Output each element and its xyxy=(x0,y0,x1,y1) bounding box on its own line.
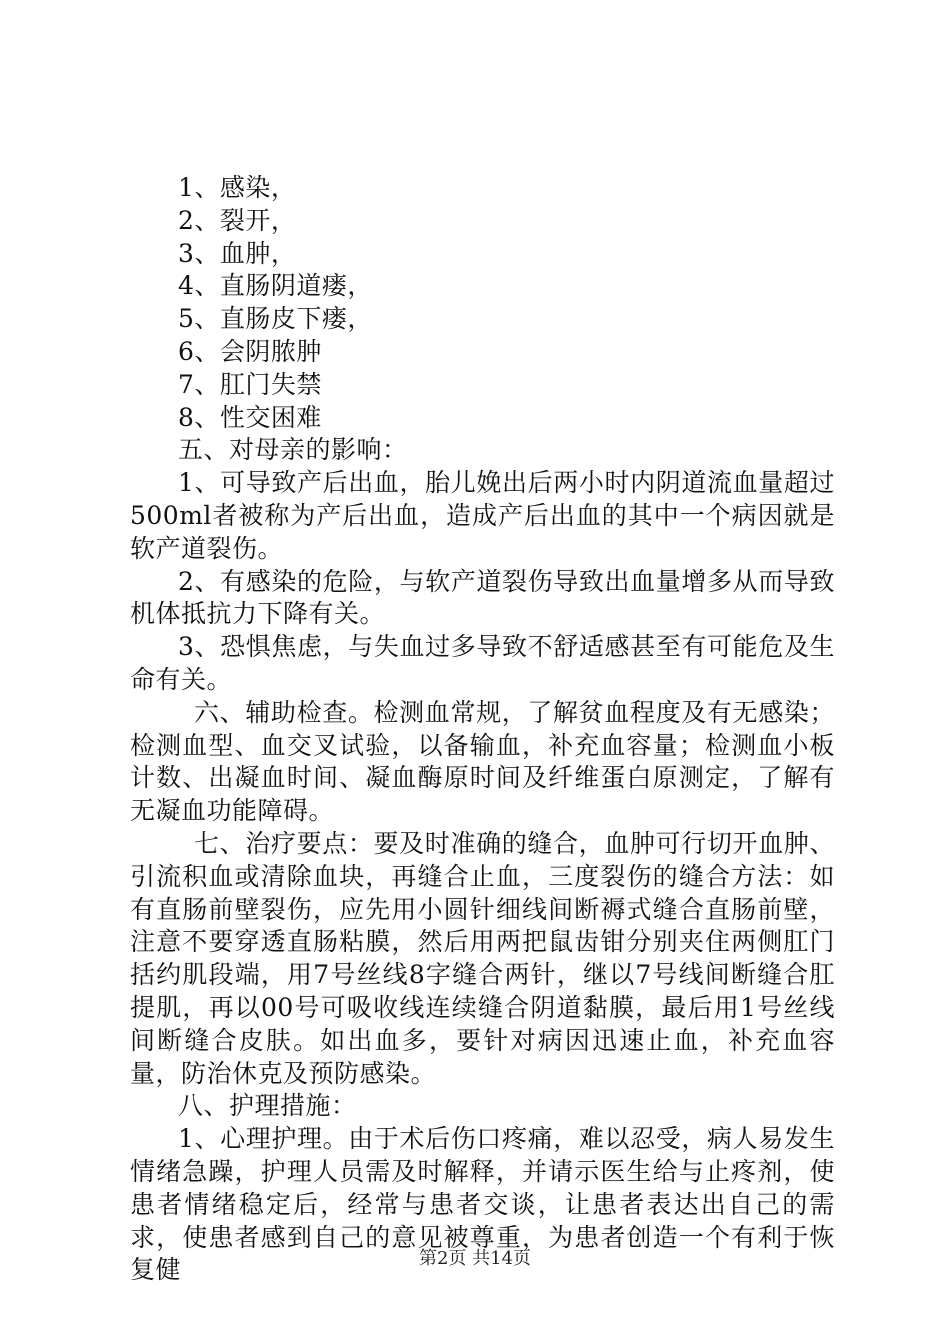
section-heading-impact-on-mother: 五、对母亲的影响： xyxy=(178,435,408,465)
complication-item-2: 2、裂开， xyxy=(178,205,297,235)
impact-paragraph-3: 3、恐惧焦虑，与失血过多导致不舒适感甚至有可能危及生命有关。 xyxy=(130,632,835,694)
complication-item-6: 6、会阴脓肿 xyxy=(178,336,322,366)
impact-paragraph-2: 2、有感染的危险，与软产道裂伤导致出血量增多从而导致机体抵抗力下降有关。 xyxy=(130,566,835,629)
auxiliary-exam-paragraph: 六、辅助检查。检测血常规，了解贫血程度及有无感染；检测血型、血交叉试验，以备输血，补充血容量；检测血小板计数、出凝血时间、凝血酶原时间及纤维蛋白原测定，了解有无凝血功能障碍。 xyxy=(130,697,835,826)
complication-item-5: 5、直肠皮下瘘， xyxy=(178,304,373,334)
treatment-paragraph: 七、治疗要点：要及时准确的缝合，血肿可行切开血肿、引流积血或清除血块，再缝合止血，三度裂伤的缝合方法：如有直肠前壁裂伤，应先用小圆针细线间断褥式缝合直肠前壁，注意不要穿透直肠粘膜，然后用两把鼠齿钳分别夹住两侧肛门括约肌段端，用7号丝线8字缝合两针，继以7号线间断缝合肛提肌，再以00号可吸收线连续缝合阴道黏膜，最后用1号丝线间断缝合皮肤。如出血多，要针对病因迅速止血，补充血容量，防治休克及预防感染。 xyxy=(130,828,835,1088)
impact-paragraph-1: 1、可导致产后出血，胎儿娩出后两小时内阴道流血量超过500ml者被称为产后出血，造成产后出血的其中一个病因就是软产道裂伤。 xyxy=(130,468,835,563)
complication-item-4: 4、直肠阴道瘘， xyxy=(178,271,373,301)
section-heading-nursing-measures: 八、护理措施： xyxy=(178,1091,357,1121)
complication-item-8: 8、性交困难 xyxy=(178,402,322,432)
complication-item-1: 1、感染， xyxy=(178,173,297,202)
document-body xyxy=(130,172,835,1287)
nursing-paragraph-1: 1、心理护理。由于术后伤口疼痛，难以忍受，病人易发生情绪急躁，护理人员需及时解释，并请示医生给与止疼剂，使患者情绪稳定后，经常与患者交谈，让患者表达出自己的需求，使患者感到自己的意见被尊重，为患者创造一个有利于恢复健 xyxy=(130,1124,835,1285)
complication-item-7: 7、肛门失禁 xyxy=(178,369,322,399)
complication-item-3: 3、血肿， xyxy=(178,238,297,268)
page-footer: 第2页 共14页 xyxy=(418,1248,532,1269)
